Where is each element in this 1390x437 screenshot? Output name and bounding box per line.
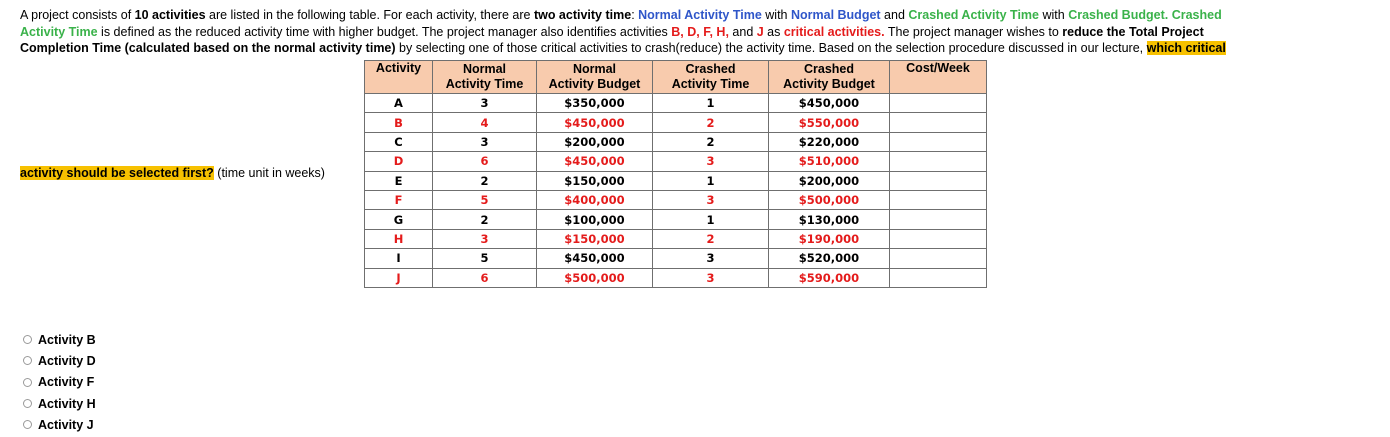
text-segment: reduce the Total Project: [1062, 24, 1204, 39]
cell-crashed-budget: $500,000: [769, 190, 890, 209]
cell-activity: A: [365, 94, 433, 113]
table-row: [365, 210, 987, 229]
cell-normal-time: 6: [433, 268, 537, 287]
table-row: [365, 132, 987, 151]
text-segment: 10 activities: [134, 8, 206, 22]
text-segment: by selecting one of those critical activities to crash(reduce) the activity time. Based on the selection procedure discussed in our lecture,: [395, 41, 1147, 55]
table-row: [365, 171, 987, 190]
cell-cost-week: [890, 190, 987, 209]
option-label[interactable]: Activity H: [38, 396, 96, 411]
header-cost-week: Cost/Week: [890, 61, 987, 94]
header-crashed-budget: Crashed Activity Budget: [769, 61, 890, 94]
text-segment: which critical: [1146, 41, 1226, 55]
cell-cost-week: [890, 249, 987, 268]
cell-normal-time: 3: [433, 94, 537, 113]
cell-crashed-budget: $130,000: [769, 210, 890, 229]
table-row: [365, 94, 987, 113]
cell-crashed-budget: $550,000: [769, 113, 890, 132]
cell-cost-week: [890, 268, 987, 287]
cell-normal-budget: $200,000: [537, 132, 653, 151]
cell-cost-week: [890, 229, 987, 248]
text-segment: with: [761, 8, 791, 22]
text-segment: Activity Time: [20, 24, 98, 39]
table-header-row: [365, 61, 987, 94]
cell-crashed-budget: $590,000: [769, 268, 890, 287]
cell-normal-time: 3: [433, 229, 537, 248]
cell-activity: B: [365, 113, 433, 132]
header-normal-time: Normal Activity Time: [433, 61, 537, 94]
cell-normal-budget: $450,000: [537, 249, 653, 268]
cell-normal-time: 5: [433, 249, 537, 268]
cell-activity: C: [365, 132, 433, 151]
cell-normal-budget: $100,000: [537, 210, 653, 229]
cell-crashed-budget: $520,000: [769, 249, 890, 268]
radio-button[interactable]: [23, 420, 32, 429]
cell-cost-week: [890, 94, 987, 113]
table-row: [365, 268, 987, 287]
answer-option[interactable]: [23, 372, 96, 393]
cell-cost-week: [890, 132, 987, 151]
text-segment: Crashed Budget.: [1068, 8, 1169, 22]
text-segment: Crashed Activity Time: [908, 8, 1039, 22]
cell-crashed-budget: $510,000: [769, 152, 890, 171]
text-segment: is defined as the reduced activity time with higher budget. The project manager also identifies activities: [97, 24, 672, 39]
cell-crashed-time: 3: [653, 190, 769, 209]
radio-button[interactable]: [23, 378, 32, 387]
cell-crashed-time: 1: [653, 171, 769, 190]
text-segment: B, D, F, H,: [671, 24, 729, 39]
table-row: [365, 113, 987, 132]
cell-normal-time: 6: [433, 152, 537, 171]
cell-normal-time: 2: [433, 171, 537, 190]
text-segment: and: [880, 8, 909, 22]
option-label[interactable]: Activity F: [38, 375, 95, 390]
cell-normal-budget: $450,000: [537, 113, 653, 132]
cell-normal-time: 3: [433, 132, 537, 151]
header-normal-budget: Normal Activity Budget: [537, 61, 653, 94]
cell-cost-week: [890, 152, 987, 171]
table-row: [365, 249, 987, 268]
question-text: [20, 7, 1380, 57]
cell-crashed-time: 2: [653, 132, 769, 151]
text-segment: critical activities.: [783, 24, 885, 39]
cell-activity: J: [365, 268, 433, 287]
radio-button[interactable]: [23, 356, 32, 365]
header-activity: Activity: [365, 61, 433, 94]
cell-activity: E: [365, 171, 433, 190]
cell-crashed-time: 2: [653, 229, 769, 248]
radio-button[interactable]: [23, 335, 32, 344]
text-segment: Normal Activity Time: [638, 8, 762, 22]
cell-normal-time: 4: [433, 113, 537, 132]
answer-option[interactable]: [23, 393, 96, 414]
activity-table: [364, 60, 987, 288]
cell-activity: F: [365, 190, 433, 209]
cell-crashed-time: 3: [653, 268, 769, 287]
cell-normal-budget: $400,000: [537, 190, 653, 209]
cell-normal-time: 2: [433, 210, 537, 229]
text-segment: with: [1039, 8, 1069, 22]
cell-cost-week: [890, 171, 987, 190]
text-segment: The project manager wishes to: [884, 24, 1063, 39]
text-segment: Normal Budget: [790, 8, 881, 22]
text-segment: and: [728, 24, 757, 39]
question-line-4: [20, 165, 325, 181]
question-time-unit: (time unit in weeks): [213, 166, 325, 180]
table-row: [365, 190, 987, 209]
text-segment: J: [756, 24, 764, 39]
answer-option[interactable]: [23, 350, 96, 371]
text-segment: :: [631, 8, 639, 22]
text-segment: Crashed: [1171, 8, 1222, 22]
question-line-2: [20, 24, 1380, 41]
question-highlight: activity should be selected first?: [20, 166, 214, 180]
cell-crashed-time: 1: [653, 210, 769, 229]
cell-crashed-budget: $190,000: [769, 229, 890, 248]
text-segment: A project consists of: [20, 8, 135, 22]
cell-normal-budget: $500,000: [537, 268, 653, 287]
cell-crashed-budget: $200,000: [769, 171, 890, 190]
cell-activity: I: [365, 249, 433, 268]
cell-normal-budget: $150,000: [537, 171, 653, 190]
cell-normal-budget: $150,000: [537, 229, 653, 248]
cell-activity: H: [365, 229, 433, 248]
cell-normal-budget: $450,000: [537, 152, 653, 171]
cell-activity: D: [365, 152, 433, 171]
cell-normal-time: 5: [433, 190, 537, 209]
answer-option[interactable]: [23, 414, 96, 435]
header-crashed-time: Crashed Activity Time: [653, 61, 769, 94]
cell-cost-week: [890, 210, 987, 229]
cell-crashed-time: 3: [653, 152, 769, 171]
option-label[interactable]: Activity B: [38, 332, 96, 347]
answer-options: [23, 329, 96, 435]
table-row: [365, 229, 987, 248]
answer-option[interactable]: [23, 329, 96, 350]
cell-crashed-time: 2: [653, 113, 769, 132]
question-line-3: [20, 40, 1380, 57]
cell-crashed-time: 3: [653, 249, 769, 268]
cell-crashed-budget: $220,000: [769, 132, 890, 151]
table-row: [365, 152, 987, 171]
text-segment: two activity time: [533, 8, 632, 22]
cell-crashed-budget: $450,000: [769, 94, 890, 113]
cell-crashed-time: 1: [653, 94, 769, 113]
text-segment: as: [763, 24, 784, 39]
text-segment: are listed in the following table. For each activity, there are: [205, 8, 534, 22]
cell-cost-week: [890, 113, 987, 132]
cell-normal-budget: $350,000: [537, 94, 653, 113]
option-label[interactable]: Activity J: [38, 417, 94, 432]
question-line-1: [20, 7, 1380, 24]
cell-activity: G: [365, 210, 433, 229]
option-label[interactable]: Activity D: [38, 353, 96, 368]
text-segment: Completion Time (calculated based on the normal activity time): [20, 41, 396, 55]
radio-button[interactable]: [23, 399, 32, 408]
